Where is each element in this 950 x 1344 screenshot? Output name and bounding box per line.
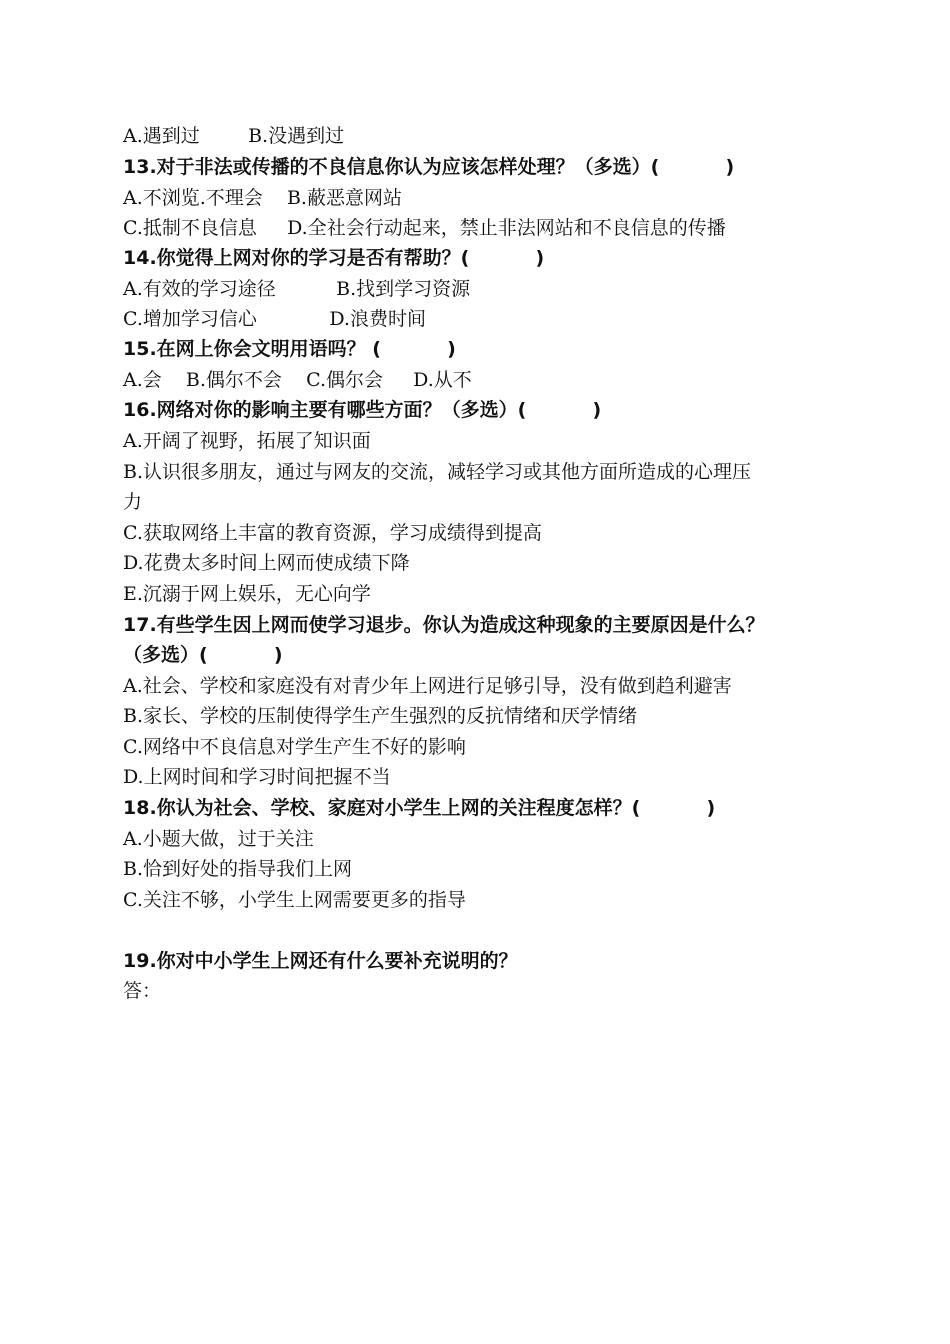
q17-option-d: D.上网时间和学习时间把握不当 [123, 766, 391, 788]
q13-options-ab: A.不浏览.不理会 B.蔽恶意网站 [123, 187, 402, 209]
question-18: 18.你认为社会、学校、家庭对小学生上网的关注程度怎样？( ) [123, 797, 716, 819]
question-17-continued: （多选）( ) [123, 644, 283, 666]
q18-option-a: A.小题大做，过于关注 [123, 828, 314, 850]
q17-option-b: B.家长、学校的压制使得学生产生强烈的反抗情绪和厌学情绪 [123, 705, 638, 727]
q13-options-cd: C.抵制不良信息 D.全社会行动起来，禁止非法网站和不良信息的传播 [123, 217, 726, 239]
q18-option-b: B.恰到好处的指导我们上网 [123, 858, 353, 880]
question-19: 19.你对中小学生上网还有什么要补充说明的？ [123, 950, 518, 972]
question-13: 13.对于非法或传播的不良信息你认为应该怎样处理？（多选）( ) [123, 156, 735, 178]
q14-options-ab: A.有效的学习途径 B.找到学习资源 [123, 278, 471, 300]
q16-option-b-continued: 力 [123, 491, 143, 513]
q16-option-c: C.获取网络上丰富的教育资源，学习成绩得到提高 [123, 522, 542, 544]
question-15: 15.在网上你会文明用语吗？ ( ) [123, 338, 456, 360]
q16-option-e: E.沉溺于网上娱乐，无心向学 [123, 583, 371, 605]
q17-option-a: A.社会、学校和家庭没有对青少年上网进行足够引导，没有做到趋利避害 [123, 675, 732, 697]
q16-option-a: A.开阔了视野，拓展了知识面 [123, 430, 371, 452]
q14-options-cd: C.增加学习信心 D.浪费时间 [123, 308, 426, 330]
question-14: 14.你觉得上网对你的学习是否有帮助？( ) [123, 247, 545, 269]
answer-label: 答： [123, 980, 162, 1002]
q17-option-c: C.网络中不良信息对学生产生不好的影响 [123, 736, 466, 758]
question-17: 17.有些学生因上网而使学习退步。你认为造成这种现象的主要原因是什么？ [123, 614, 765, 636]
q18-option-c: C.关注不够，小学生上网需要更多的指导 [123, 889, 466, 911]
q12-options: A.遇到过 B.没遇到过 [123, 125, 345, 147]
q16-option-b: B.认识很多朋友，通过与网友的交流，减轻学习或其他方面所造成的心理压 [123, 461, 752, 483]
q16-option-d: D.花费太多时间上网而使成绩下降 [123, 552, 410, 574]
question-16: 16.网络对你的影响主要有哪些方面？（多选）( ) [123, 399, 602, 421]
q15-options: A.会 B.偶尔不会 C.偶尔会 D.从不 [123, 369, 472, 391]
